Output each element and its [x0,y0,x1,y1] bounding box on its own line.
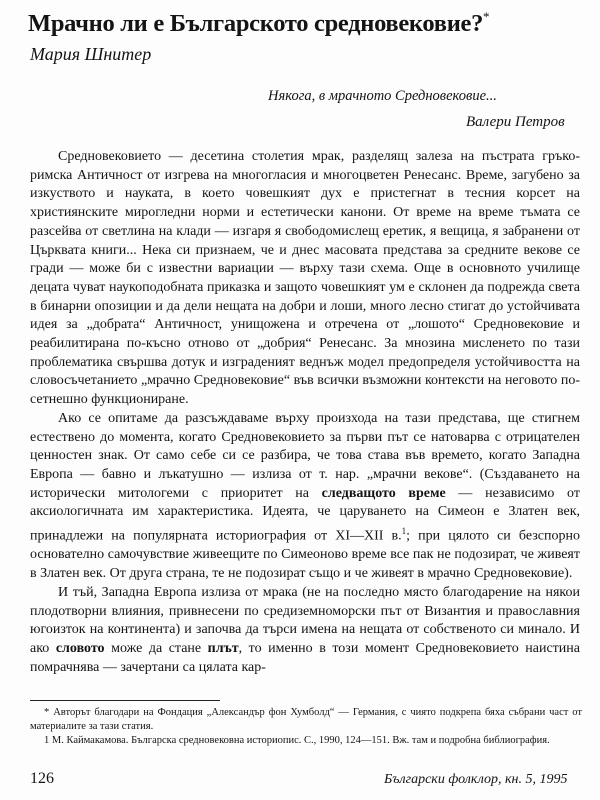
epigraph-author: Валери Петров [466,114,565,130]
article-author: Мария Шнитер [30,44,152,64]
paragraph-2-text-b: — независимо от аксиологичната им характеристика. Идеята, че царуването на Симеон е Златен век, принадлежи на популярната историография от XI—XII в. [30,485,580,544]
emphasis-word: словото [55,640,105,656]
body-paragraph-3 [30,584,580,678]
epigraph-quote: Някога, в мрачното Средновековие... [268,88,497,104]
page-number: 126 [30,770,54,787]
journal-citation: Български фолклор, кн. 5, 1995 [384,772,568,787]
footnote-divider [30,700,220,701]
emphasis-next-time: следващото време [321,485,446,501]
footnote-ref-1[interactable]: 1 [401,526,407,537]
article-title [28,2,588,39]
article-title-text: Мрачно ли е Българското средновековие? [28,10,484,37]
footnote-acknowledgement: * Авторът благодари на Фондация „Александър фон Хумболд“ — Германия, с чиято подкрепа бяха събрани част от материалите за тази статия. [30,707,582,732]
article-body [30,148,580,677]
emphasis-flesh: плът [207,640,239,656]
paragraph-3-text-a: И тъй, Западна Европа излиза от мрака (не на последно място благодарение на някои плодотворни влияния, привнесени по средиземноморски път от Византия и православния югоизток на континента) и започва да търси имена на нещата от собственото си минало. И ако [30,584,580,656]
paragraph-2-text-c: ; при цялото си безспорно основателно самочувствие живеещите по Симеоново време все пак не подозират, че живеят в Златен век. От друга страна, те не подозират също и че живеят в мрачно Средновековие). [30,528,580,582]
body-paragraph-2 [30,410,580,584]
paragraph-3-text-b: може да стане [104,640,208,656]
footnotes [30,706,582,748]
title-footnote-mark[interactable]: * [483,9,490,24]
footnote-1: 1 М. Каймакамова. Българска средновековна историопис. С., 1990, 124—151. Вж. там и подробна библиография. [44,735,550,746]
paragraph-2-text-a: Ако се опитаме да разсъждаваме върху произхода на тази представа, ще стигнем естествено до момента, когато Средновековието за първи път се натоварва с отрицателен ценностен знак. От само себе си се разбира, че това става във времето, когато Западна Европа — бавно и лъкатушно — излиза от т. нар. „мрачни векове“. (Създаването на исторически митологеми с приоритет на [30,410,580,501]
paragraph-3-text-c: , то именно в този момент Средновековието наистина помрачнява — зачертани са цялата кар- [30,640,580,675]
body-paragraph-1: Средновековието — десетина столетия мрак, разделящ залеза на пъстрата гръко-римска Античност от изгрева на многогласия и многоцветен Ренесанс. Време, загубено за изкуството и науката, в което човешкият дух е пристегнат в тесния корсет на християнските мирогледни норми и естетически канони. От време на време тъмата се разсейва от светлина на клади — изгаря я свободомислещ еретик, я вещица, я забранени от Църквата книги... Нека си признаем, че и днес масовата представа за средните векове се гради — може би с известни вариации — върху тази схема. Още в основното училище децата чуват наукоподобната приказка и защото човешкият ум е склонен да подрежда света в бинарни опозиции и да дели нещата на добри и лоши, много лесно стигат до устойчивата идея за „добрата“ Античност, унищожена и отречена от „лошото“ Средновековие и реабилитирана по-късно отново от „добрия“ Ренесанс. За мнозина мисленето по тази проблематика свършва дотук и изграденият веднъж модел предопределя устойчивостта на словосъчетанието „мрачно Средновековие“ във всички възможни контексти на неговото по-сетнешно функциониране. [30,149,580,408]
